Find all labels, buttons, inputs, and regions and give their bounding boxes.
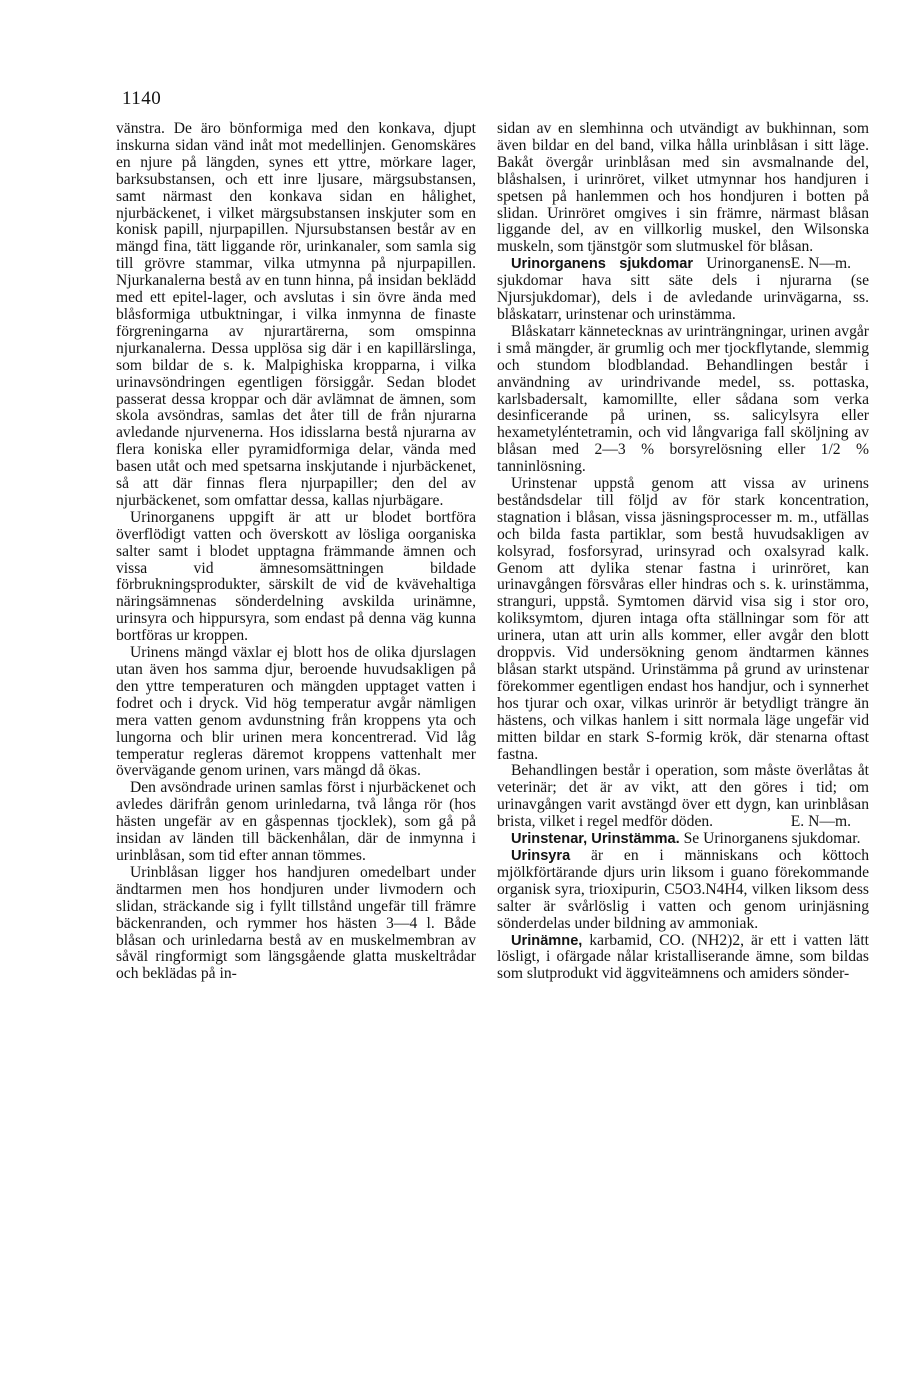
paragraph: Urinblåsan ligger hos handjuren omedelbart under ändtarmen men hos hondjuren under livmodern och slidan, sträckande sig i fyllt tillstånd ungefär till främre bäckenranden, och rymmer hos hästen 3—4 l. Både blåsan och urinledarna bestå av en muskelmembran av såväl ringformigt som längsgående glatta muskeltrådar och beklädas på in- — [116, 863, 476, 983]
page-number: 1140 — [122, 88, 162, 109]
paragraph: vänstra. De äro bönformiga med den konkava, djupt inskurna sidan vänd inåt mot medellinjen. Genomskäres en njure på längden, synes ett yttre, mörkare lager, barksubstansen, och ett inre ljusare, märgsubstansen, samt närmast den konkava sidan en hålighet, njurbäckenet, i vilket märgsubstansen inskjuter som en konisk papill, njurpapillen. Njursubstansen består av en mängd fina, tätt liggande rör, urinkanaler, som samla sig till grövre stammar, vilka utmynna på njurpapillen. Njurkanalerna bestå av en tunn hinna, på insidan beklädd med ett epitel-lager, och avslutas i sin övre ända med blåsformiga utbuktningar, i vilka inmynna de finaste förgreningarna av njurartärerna, som omspinna njurkanalerna. Dessa upplösa sig där i en kapillärslinga, som bildar de s. k. Malpighiska kropparna, i vilka urinavsöndringen egentligen försiggår. Sedan blodet passerat dessa kroppar och där avlämnat de ämnen, som skola avsöndras, samlas det åter till de från njurarna avledande njurvenerna. Hos idisslarna bestå njurarna av flera koniska eller pyramidformiga delar, vända med basen utåt och med spetsarna inskjutande i njurbäckenet, så att där finnas flera njurpapiller; den del av njurbäckenet, som omfattar dessa, kallas njurbägare. — [116, 120, 476, 509]
headword: Urinorganens sjukdomar — [511, 256, 694, 273]
paragraph: Den avsöndrade urinen samlas först i njurbäckenet och avledes därifrån genom urinledarna, två långa rör (hos hästen ungefär av en gåspennas tjocklek), som gå på insidan av länden till bäckenhålan, där de inmynna i urinblåsan, som tid efter annan tömmes. — [116, 779, 476, 864]
entry-text: karbamid, CO. (NH2)2, är ett i vatten lätt lösligt, i ofärgade nålar kristalliserande ämne, som bildas som slutprodukt vid äggviteämnens och amiders sönder- — [497, 931, 869, 983]
paragraph: Urinorganens uppgift är att ur blodet bortföra överflödigt vatten och överskott av lösliga oorganiska salter samt i blodet upptagna främmande ämnen och vissa vid ämnesomsättningen bildade förbrukningsprodukter, särskilt de vid de kvävehaltiga näringsämnenas sönderdelning avskilda urinämne, urinsyra och hippursyra, som endast på denna väg kunna bortföras ur kroppen. — [116, 508, 476, 645]
entry-text: är en i människans och köttoch mjölkförtärande djurs urin liksom i guano förekommande organisk syra, trioxipurin, C5O3.N4H4, vilken liksom dess salter är svårlöslig i vatten och genom urinjäsning sönderdelas under bildning av ammoniak. — [497, 846, 869, 932]
headword: Urinsyra — [511, 847, 571, 864]
author-signature: E. N—m. — [790, 255, 851, 273]
entry-text: Se Urinorganens sjukdomar. — [683, 830, 861, 848]
entry-urinsyra — [497, 848, 869, 933]
entry-urinamne — [497, 933, 869, 984]
paragraph-text: Behandlingen består i operation, som måste överlåtas åt veterinär; det är av vikt, att den göres i tid; om urinavgången varit avstängd över ett dygn, kan urinblåsan brista, vilket i regel medför döden. — [497, 762, 869, 831]
left-column — [116, 121, 476, 983]
paragraph: Urinstenar uppstå genom att vissa av urinens beståndsdelar till följd av för stark koncentration, stagnation i blåsan, vissa jäsningsprocesser m. m., utfällas och bilda fasta partiklar, som bestå huvudsakligen av kolsyrad, fosforsyrad, urinsyrad och oxalsyrad kalk. Genom att dylika stenar fastna i urinröret, kan urinavgången försvåras eller hindras och s. k. urinstämma, stranguri, uppstå. Symtomen därvid visa sig i stor oro, koliksymtom, djuren intaga ofta ställningar som för att urinera, utan att urin alls kommer, eller avgår den blott droppvis. Vid undersökning genom ändtarmen kännes blåsan starkt utspänd. Urinstämma på grund av urinstenar förekommer egentligen endast hos handjur, och i synnerhet hos tjurar och oxar, vilkas urinrör är betydligt trängre än hästens, och vilkas hanlem i sitt normala läge ungefär vid mitten bildar en stark S-formig krök, där stenarna oftast fastna. — [497, 475, 869, 763]
entry-text: Urinorganens sjukdomar hava sitt säte dels i njurarna (se Njursjukdomar), dels i de avledande urinvägarna, ss. blåskatarr, urinstenar och urinstämma. — [497, 255, 869, 323]
headword: Urinstenar, Urinstämma. — [511, 831, 680, 848]
author-signature: E. N—m. — [790, 813, 851, 831]
paragraph-text: sidan av en slemhinna och utvändigt av bukhinnan, som även bildar en del band, vilka hålla urinblåsan i sitt läge. Bakåt övergår urinblåsan med sin avsmalnande del, blåshalsen, i urinröret, vilket utmynnar hos handjuren i spetsen på hanlemmen och hos hondjuren i botten på slidan. Urinröret omgives i sin främre, närmast blåsan liggande del, av en villkorlig muskel, den Wilsonska muskeln, som tjänstgör som slutmuskel för blåsan. — [497, 120, 869, 256]
paragraph — [497, 763, 869, 831]
entry-urinstenar — [497, 831, 869, 848]
paragraph: Urinens mängd växlar ej blott hos de olika djurslagen utan även hos samma djur, beroende huvudsakligen på den yttre temperaturen och mängden upptaget vatten i fodret och i dryck. Vid hög temperatur avgår nämligen mera vatten genom avdunstning från kroppens yta och lungorna och blir urinen mera koncentrerad. Vid låg temperatur regleras däremot kroppens vattenhalt mer övervägande genom urinen, vars mängd då ökas. — [116, 644, 476, 780]
headword: Urinämne, — [511, 932, 583, 949]
paragraph: Blåskatarr kännetecknas av urinträngningar, urinen avgår i små mängder, är grumlig och mer tjockflytande, slemmig och stundom blodblandad. Behandlingen består i användning av urindrivande medel, ss. pottaska, karlsbadersalt, kamomillte, eller sådana som verka desinficerande på urinen, ss. salicylsyra eller hexametyléntetramin, och vid långvariga fall sköljning av blåsan med 2—3 % borsyrelösning eller 1/2 % tanninlösning. — [497, 322, 869, 476]
right-column — [497, 121, 869, 983]
